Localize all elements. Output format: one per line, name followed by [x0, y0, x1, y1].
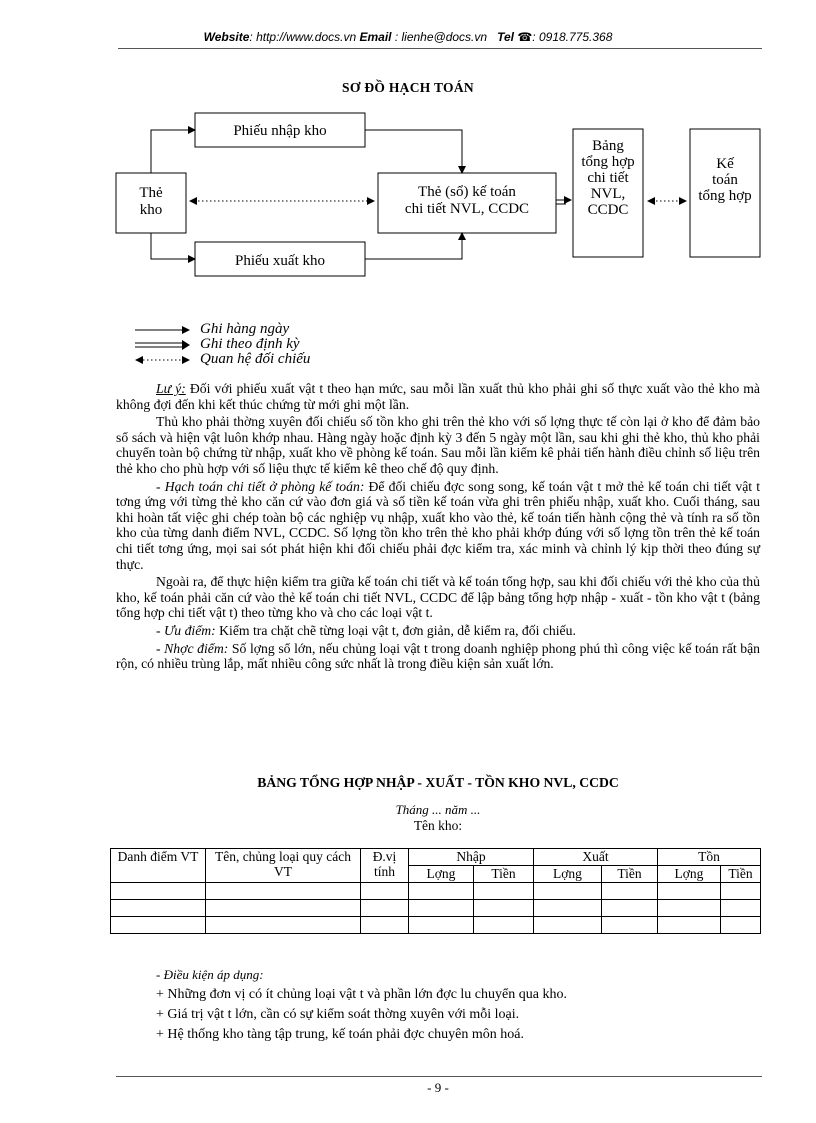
body-text [116, 381, 760, 674]
table-row [111, 917, 761, 934]
legend-compare-label: Quan hệ đối chiếu [200, 351, 311, 367]
label-so-ke-toan-1: Thẻ (sổ) kế toán [418, 184, 516, 200]
arrow-thekho-to-phieuxuat [151, 233, 195, 259]
single-arrow-icon [135, 325, 191, 335]
tel-value: : 0918.775.368 [532, 30, 613, 44]
condition-item: + Giá trị vật t lớn, cần có sự kiểm soát thờng xuyên với mỗi loại. [156, 1007, 520, 1022]
condition-item: + Những đơn vị có ít chủng loại vật t và phần lớn đợc lu chuyển qua kho. [156, 987, 567, 1002]
col-ton-luong: Lợng [658, 866, 721, 883]
website-label: Website [203, 30, 250, 44]
col-ton: Tồn [658, 849, 761, 866]
conditions [156, 965, 567, 1045]
paragraph-summary: Ngoài ra, để thực hiện kiểm tra giữa kế toán chi tiết và kế toán tổng hợp, sau khi đối chiếu với thẻ kho của thủ kho, kế toán phải căn cứ vào thẻ kế toán chi tiết NVL, CCDC để lập bảng tổng hợp nhập - xuất - tồn kho vật t (bảng tổng hợp chi tiết vật t) theo từng kho và cho các loại vật t. [116, 574, 760, 621]
note-lead: Lư ý: [156, 381, 186, 396]
col-xuat-tien: Tiền [602, 866, 658, 883]
label-phieu-nhap: Phiếu nhập kho [233, 123, 327, 139]
email-value: : lienhe@docs.vn [391, 30, 488, 44]
accounting-lead: - Hạch toán chi tiết ở phòng kế toán: [156, 478, 365, 494]
disadvantages-lead: - Nhợc điểm: [156, 640, 229, 656]
note-text: Đối với phiếu xuất vật t theo hạn mức, sau mỗi lần xuất thủ kho phải ghi số thực xuất vào thẻ kho mà không đợi đến khi kết thúc chứng từ mới ghi một lần. [116, 381, 760, 412]
col-danh-diem: Danh điểm VT [111, 849, 206, 883]
label-ke-toan-2: toán [712, 172, 738, 188]
label-ke-toan-1: Kế [716, 156, 734, 172]
double-arrow-icon [135, 340, 191, 350]
phone-icon: ☎ [517, 30, 533, 44]
summary-store: Tên kho: [413, 818, 463, 833]
summary-title: BẢNG TỔNG HỢP NHẬP - XUẤT - TỒN KHO NVL, CCDC [257, 775, 619, 790]
legend-periodic-label: Ghi theo định kỳ [200, 336, 300, 352]
label-phieu-xuat: Phiếu xuất kho [235, 253, 325, 269]
page-header [0, 30, 816, 44]
col-xuat: Xuất [534, 849, 658, 866]
arrow-phieuxuat-to-soketoan [365, 233, 462, 259]
advantages-lead: - Ưu điểm: [156, 622, 216, 638]
label-the-kho-2: kho [139, 202, 163, 218]
col-ton-tien: Tiền [721, 866, 761, 883]
paragraph-accounting [116, 479, 760, 573]
table-row [111, 900, 761, 917]
conditions-lead: - Điều kiện áp dụng: [156, 967, 264, 982]
tel-label: Tel [497, 30, 514, 44]
paragraph-advantages [116, 623, 760, 639]
arrow-thekho-to-phieunhap [151, 130, 195, 173]
label-ke-toan-3: tổng hợp [698, 188, 752, 204]
col-nhap-tien: Tiền [474, 866, 534, 883]
legend-daily-label: Ghi hàng ngày [200, 321, 290, 337]
header-divider [118, 48, 762, 49]
accounting-diagram [0, 100, 816, 320]
table-row [111, 883, 761, 900]
label-bang-th-2: tổng hợp [581, 154, 635, 170]
paragraph-note [116, 381, 760, 412]
col-dvt: Đ.vị tính [361, 849, 409, 883]
label-bang-th-5: CCDC [587, 202, 629, 218]
advantages-text: Kiểm tra chặt chẽ từng loại vật t, đơn giản, dễ kiểm ra, đối chiếu. [215, 622, 576, 638]
table-header-row [111, 849, 761, 866]
label-the-kho-1: Thẻ [139, 185, 163, 201]
dotted-arrow-icon [135, 355, 191, 365]
label-so-ke-toan-2: chi tiết NVL, CCDC [404, 201, 530, 217]
page-number: - 9 - [427, 1080, 449, 1095]
disadvantages-text: Số lợng sổ lớn, nếu chủng loại vật t trong doanh nghiệp phong phú thì công việc kế toán rất bận rộn, có nhiều trùng lắp, mất nhiều công sức nhất là trong điều kiện sản xuất lớn. [116, 640, 760, 672]
diagram-title: SƠ ĐỒ HẠCH TOÁN [342, 80, 474, 95]
footer-divider [116, 1076, 762, 1077]
summary-month: Tháng ... năm ... [395, 802, 481, 817]
label-bang-th-4: NVL, [590, 186, 626, 202]
col-xuat-luong: Lợng [534, 866, 602, 883]
email-label: Email [359, 30, 392, 44]
arrow-phieunhap-to-soketoan [365, 130, 462, 173]
col-ten: Tên, chủng loại quy cách VT [206, 849, 361, 883]
paragraph-disadvantages [116, 641, 760, 672]
col-nhap: Nhập [409, 849, 534, 866]
paragraph-storekeeper: Thủ kho phải thờng xuyên đối chiếu số tồn kho ghi trên thẻ kho với số lợng thực tế còn lại ở kho để đảm bảo sổ sách và hiện vật luôn khớp nhau. Hàng ngày hoặc định kỳ 3 đến 5 ngày một lần, sau khi ghi thẻ kho, thủ kho phải chuyển toàn bộ chứng từ nhập, xuất kho về phòng kế toán. Sau mỗi lần kiểm kê phải tiến hành điều chỉnh số liệu trên thẻ kho cho phù hợp với số liệu thực tế kiểm kê theo chế độ quy định. [116, 414, 760, 476]
label-bang-th-1: Bảng [592, 138, 624, 154]
col-nhap-luong: Lợng [409, 866, 474, 883]
condition-item: + Hệ thống kho tàng tập trung, kế toán phải đợc chuyên môn hoá. [156, 1027, 524, 1042]
label-bang-th-3: chi tiết [587, 170, 629, 186]
website-value: : http://www.docs.vn [249, 30, 357, 44]
accounting-text: Để đối chiếu đợc song song, kế toán vật t mở thẻ kế toán chi tiết vật t tơng ứng với từng thẻ kho căn cứ vào đơn giá và số tiền kế toán vừa ghi trên phiếu nhập, xuất kho. Cuối tháng, sau khi hoàn tất việc ghi chép toàn bộ các nghiệp vụ nhập, xuất kho vào thẻ, kế toán tiến hành cộng thẻ và tính ra số tồn kho của từng danh điểm NVL, CCDC. Số lợng tồn kho trên thẻ kho phải khớp đúng với số lợng tồn trên thẻ kế toán chi tiết tơng ứng, mọi sai sót phát hiện khi đối chiếu phải đợc kiểm tra, xác minh và chỉnh lý kịp thời theo đúng sự thực. [116, 478, 761, 572]
summary-table [110, 848, 761, 934]
